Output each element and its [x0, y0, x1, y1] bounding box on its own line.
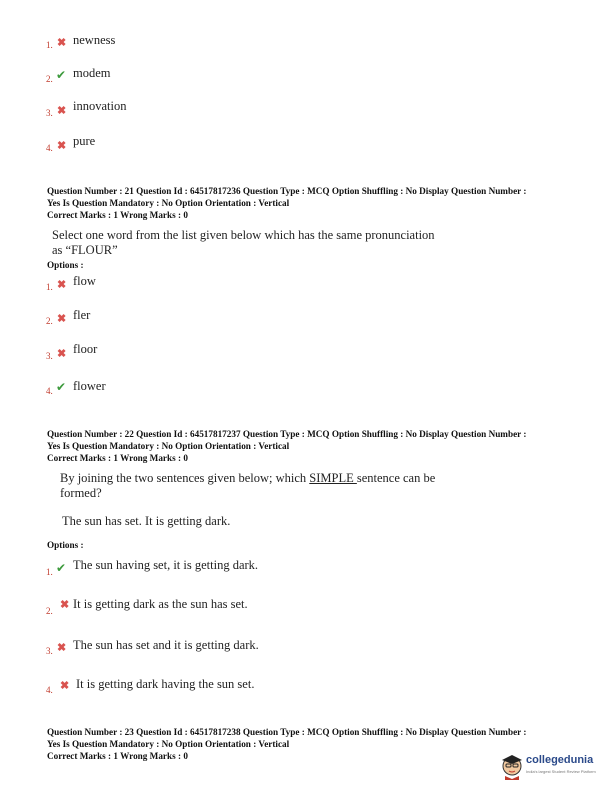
option-number: 2.: [46, 316, 53, 326]
question-text: [60, 471, 435, 486]
question-meta-line: Question Number : 23 Question Id : 64517817238 Question Type : MCQ Option Shuffling : No Display Question Number :: [47, 727, 527, 737]
option-number: 3.: [46, 108, 53, 118]
check-icon: ✔: [56, 380, 67, 394]
option-text: fler: [73, 308, 91, 322]
option-number: 4.: [46, 143, 53, 153]
question-text: formed?: [60, 486, 102, 500]
option-text: The sun having set, it is getting dark.: [73, 558, 259, 572]
marks-line: Correct Marks : 1 Wrong Marks : 0: [47, 751, 188, 761]
option-text: flower: [73, 379, 106, 393]
cross-icon: ✖: [57, 279, 67, 291]
student-mascot-icon: [500, 752, 524, 780]
question-meta-line: Question Number : 21 Question Id : 64517817236 Question Type : MCQ Option Shuffling : No Display Question Number :: [47, 186, 527, 196]
cross-icon: ✖: [57, 348, 67, 360]
check-icon: ✔: [56, 68, 67, 82]
option-number: 1.: [46, 282, 53, 292]
cross-icon: ✖: [57, 642, 67, 654]
logo-wordmark: collegedunia: [526, 754, 594, 766]
emphasis-word: SIMPLE: [309, 471, 357, 485]
option-text: flow: [73, 274, 96, 288]
question-meta-line: Yes Is Question Mandatory : No Option Orientation : Vertical: [47, 739, 290, 749]
option-text: innovation: [73, 99, 127, 113]
option-number: 4.: [46, 386, 53, 396]
check-icon: ✔: [56, 561, 67, 575]
question-text-part: By joining the two sentences given below; which: [60, 471, 310, 485]
options-label: Options :: [47, 260, 84, 270]
question-header: [47, 428, 587, 464]
cross-icon: ✖: [57, 313, 67, 325]
option-text: floor: [73, 342, 98, 356]
question-meta-line: Yes Is Question Mandatory : No Option Orientation : Vertical: [47, 198, 290, 208]
option-number: 1.: [46, 40, 53, 50]
collegedunia-logo: [498, 746, 608, 786]
given-sentences: The sun has set. It is getting dark.: [62, 514, 231, 528]
marks-line: Correct Marks : 1 Wrong Marks : 0: [47, 453, 188, 463]
option-number: 2.: [46, 606, 53, 616]
option-text: modem: [73, 66, 111, 80]
question-text: as “FLOUR”: [52, 243, 118, 257]
option-text: pure: [73, 134, 96, 148]
question-text: Select one word from the list given below which has the same pronunciation: [52, 228, 435, 242]
cross-icon: ✖: [57, 37, 67, 49]
option-text: It is getting dark having the sun set.: [76, 677, 255, 691]
question-text-part: sentence can be: [356, 471, 436, 485]
option-text: newness: [73, 33, 116, 47]
option-number: 1.: [46, 567, 53, 577]
cross-icon: ✖: [60, 680, 70, 692]
option-number: 3.: [46, 646, 53, 656]
option-number: 2.: [46, 74, 53, 84]
cross-icon: ✖: [57, 140, 67, 152]
option-text: It is getting dark as the sun has set.: [73, 597, 248, 611]
option-number: 3.: [46, 351, 53, 361]
question-meta-line: Question Number : 22 Question Id : 64517817237 Question Type : MCQ Option Shuffling : No Display Question Number :: [47, 429, 527, 439]
option-text: The sun has set and it is getting dark.: [73, 638, 259, 652]
logo-tagline: India's largest Student Review Platform: [526, 769, 596, 774]
cross-icon: ✖: [57, 105, 67, 117]
options-label: Options :: [47, 540, 84, 550]
question-meta-line: Yes Is Question Mandatory : No Option Orientation : Vertical: [47, 441, 290, 451]
marks-line: Correct Marks : 1 Wrong Marks : 0: [47, 210, 188, 220]
question-header: [47, 185, 587, 221]
cross-icon: ✖: [60, 599, 70, 611]
option-number: 4.: [46, 685, 53, 695]
